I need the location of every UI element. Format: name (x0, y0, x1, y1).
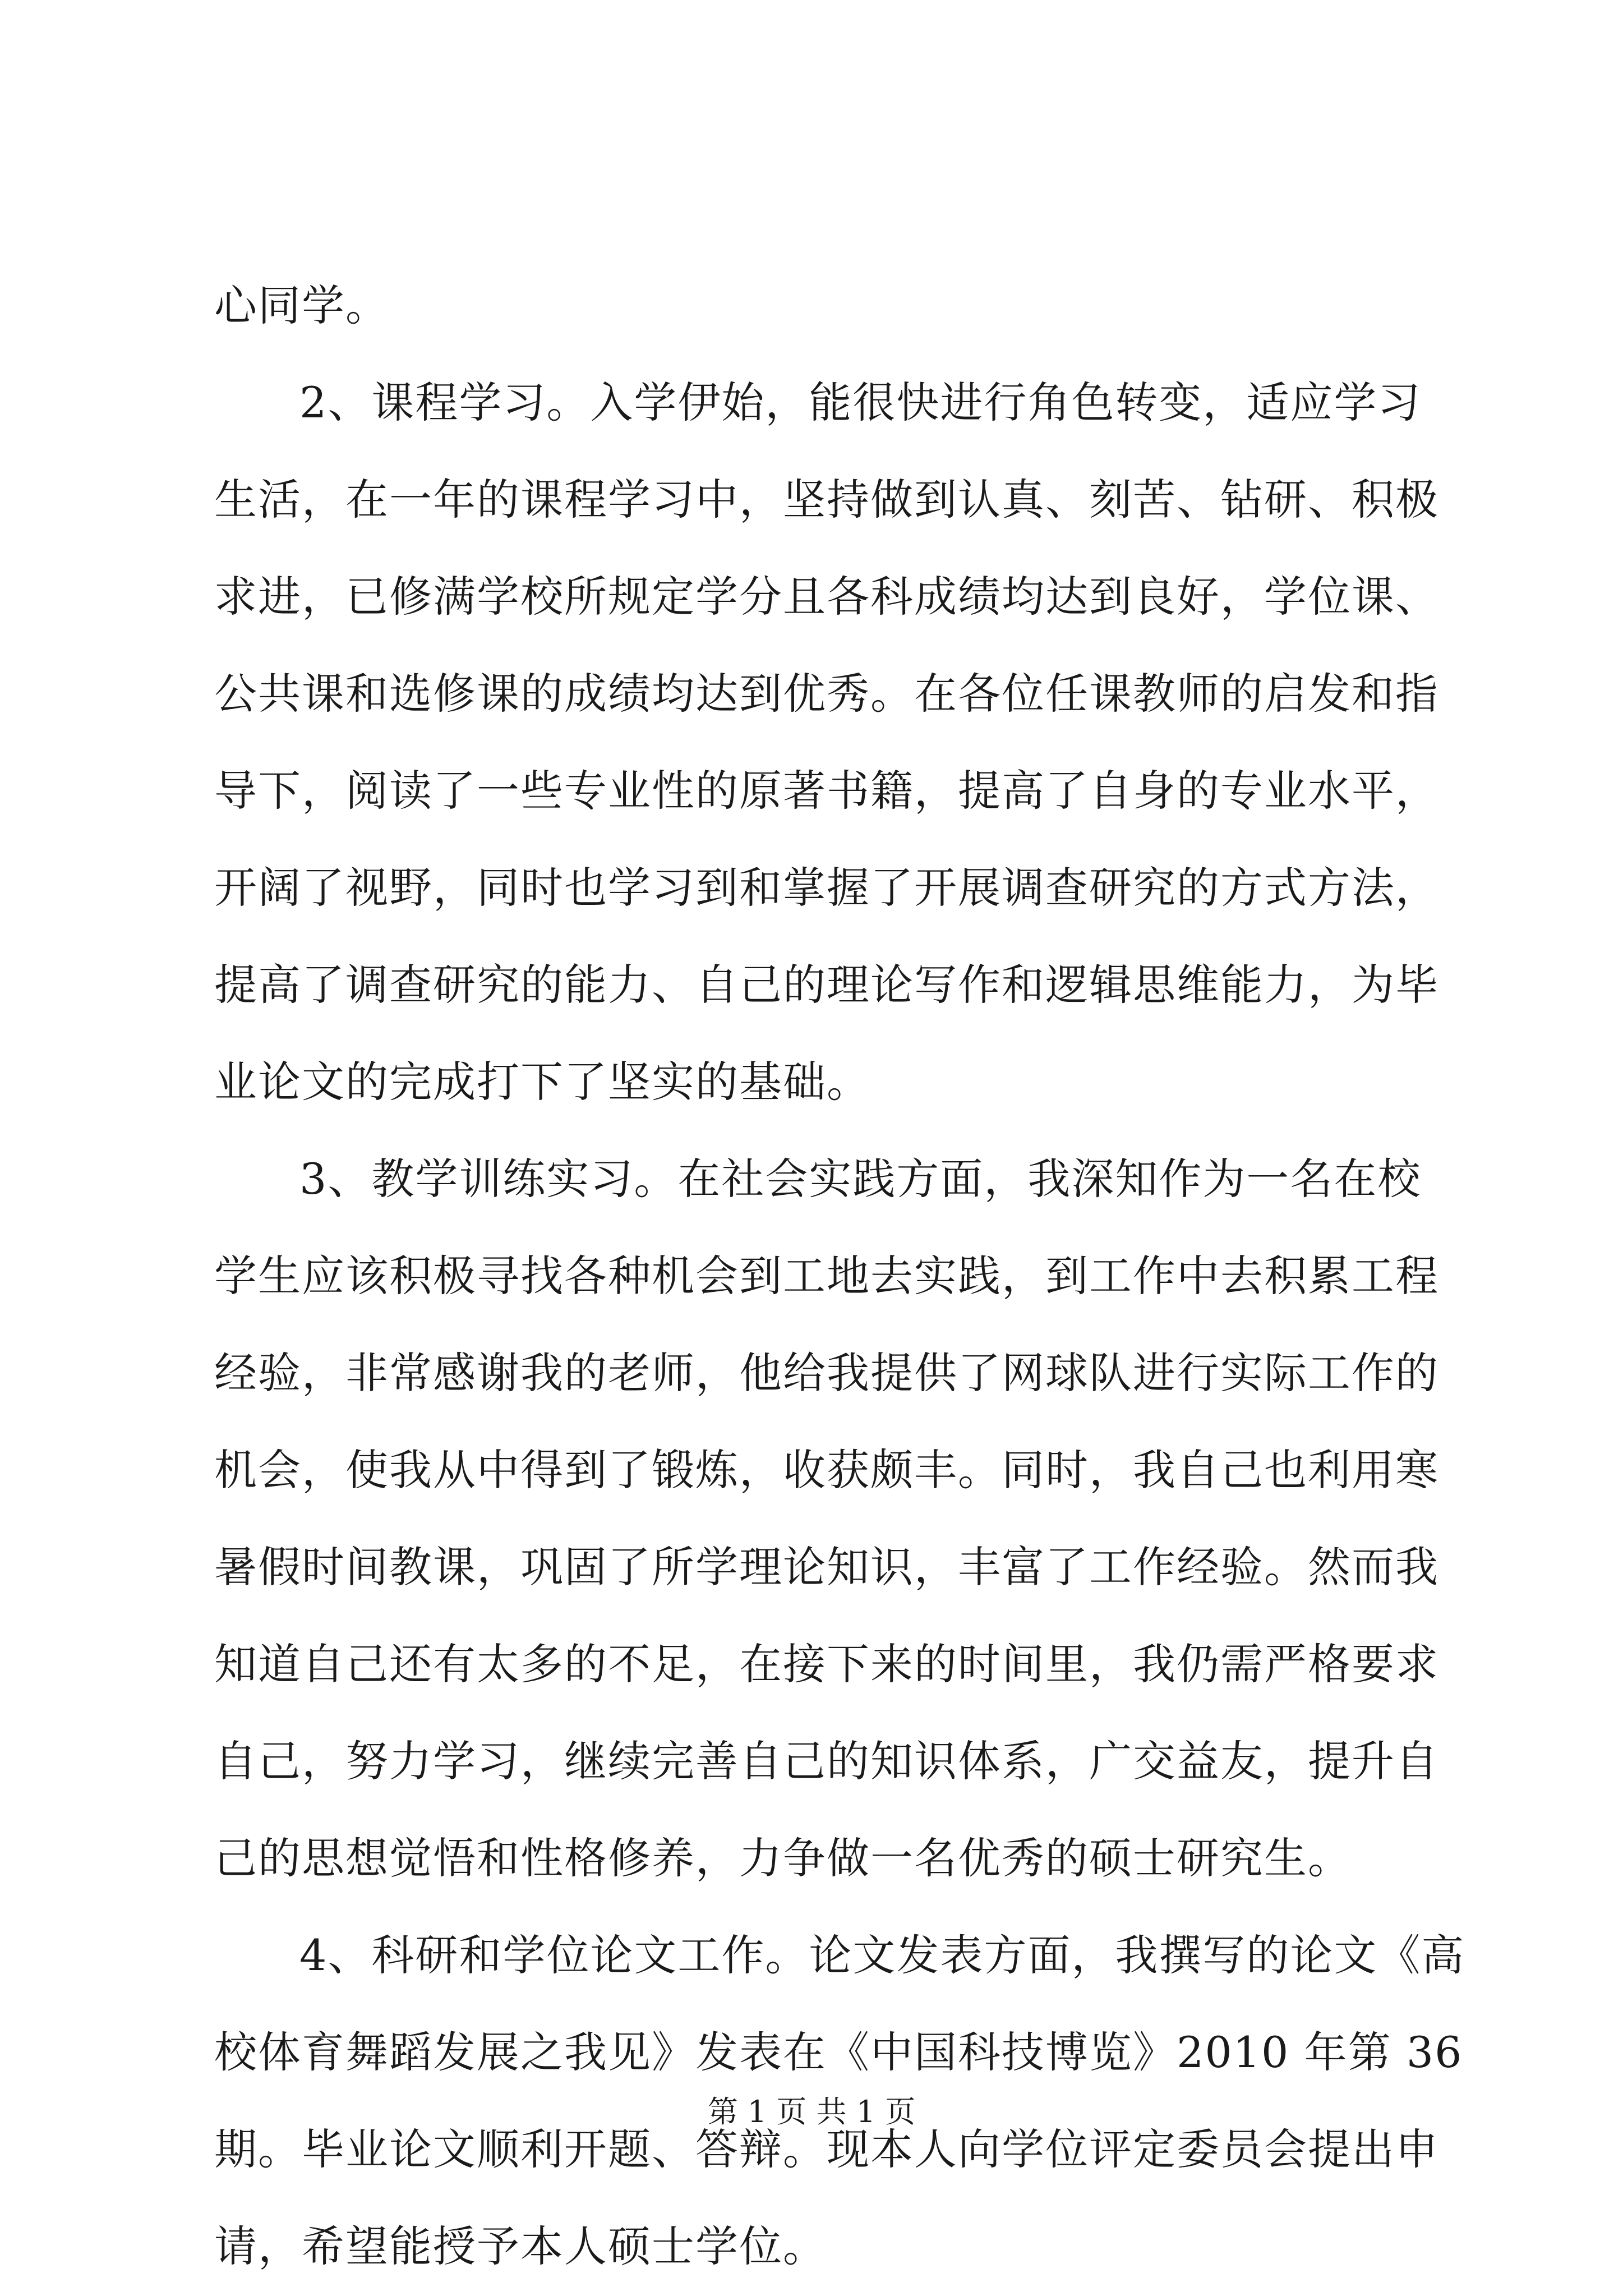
text-line: 业论文的完成打下了坚实的基础。 (214, 1057, 870, 1107)
text-line: 2、课程学习。入学伊始，能很快进行角色转变，适应学习 (299, 378, 1422, 427)
text-line: 请，希望能授予本人硕士学位。 (214, 2221, 827, 2271)
text-line: 导下，阅读了一些专业性的原著书籍，提高了自身的专业水平， (214, 766, 1439, 816)
text-line: 知道自己还有太多的不足，在接下来的时间里，我仍需严格要求 (214, 1639, 1439, 1689)
text-line: 校体育舞蹈发展之我见》发表在《中国科技博览》2010 年第 36 (214, 2027, 1463, 2077)
text-line: 提高了调查研究的能力、自己的理论写作和逻辑思维能力，为毕 (214, 960, 1439, 1010)
page-footer: 第 1 页 共 1 页 (707, 2094, 916, 2129)
text-line: 期。毕业论文顺利开题、答辩。现本人向学位评定委员会提出申 (214, 2124, 1439, 2174)
text-line: 4、科研和学位论文工作。论文发表方面，我撰写的论文《高 (299, 1930, 1465, 1980)
text-line: 己的思想觉悟和性格修养，力争做一名优秀的硕士研究生。 (214, 1833, 1352, 1883)
text-line: 求进，已修满学校所规定学分且各科成绩均达到良好，学位课、 (214, 572, 1439, 622)
text-line: 心同学。 (214, 280, 389, 330)
text-line: 机会，使我从中得到了锻炼，收获颇丰。同时，我自己也利用寒 (214, 1445, 1439, 1495)
text-line: 开阔了视野，同时也学习到和掌握了开展调查研究的方式方法， (214, 863, 1439, 913)
text-line: 自己，努力学习，继续完善自己的知识体系，广交益友，提升自 (214, 1736, 1439, 1786)
text-line: 3、教学训练实习。在社会实践方面，我深知作为一名在校 (299, 1154, 1422, 1204)
text-line: 公共课和选修课的成绩均达到优秀。在各位任课教师的启发和指 (214, 669, 1439, 719)
text-line: 学生应该积极寻找各种机会到工地去实践，到工作中去积累工程 (214, 1251, 1439, 1301)
document-body (214, 257, 1465, 2295)
text-line: 生活，在一年的课程学习中，坚持做到认真、刻苦、钻研、积极 (214, 475, 1439, 524)
text-line: 暑假时间教课，巩固了所学理论知识，丰富了工作经验。然而我 (214, 1542, 1439, 1592)
text-line: 经验，非常感谢我的老师，他给我提供了网球队进行实际工作的 (214, 1348, 1439, 1398)
